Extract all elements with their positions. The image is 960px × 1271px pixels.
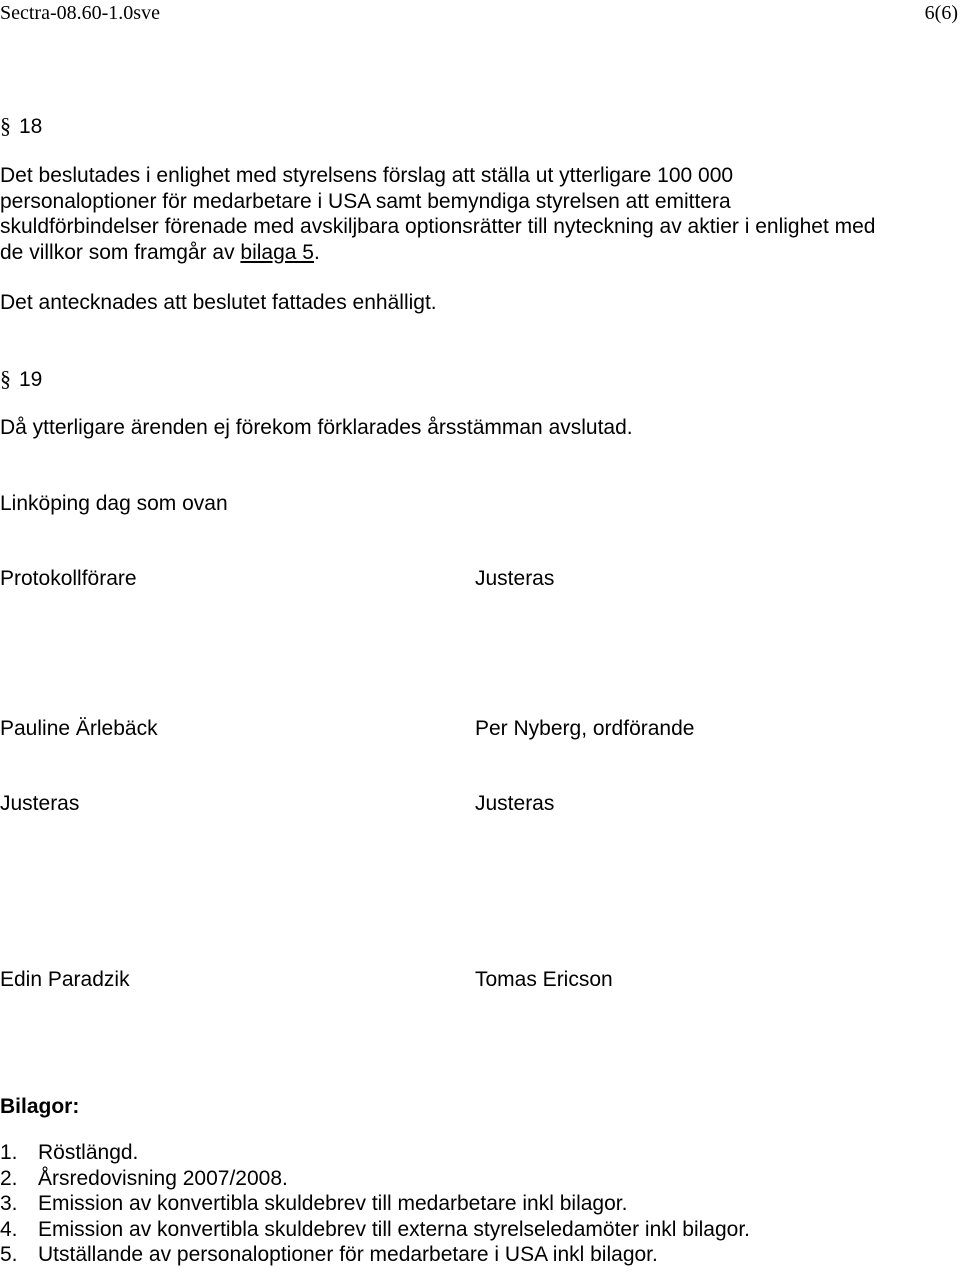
section-18-heading — [0, 113, 42, 140]
page-number: 6(6) — [924, 2, 958, 24]
paragraph-line: personaloptioner för medarbetare i USA samt bemyndiga styrelsen att emittera — [0, 189, 731, 213]
list-item-text: Utställande av personaloptioner för medarbetare i USA inkl bilagor. — [38, 1243, 658, 1266]
list-item-number: 5. — [0, 1243, 18, 1266]
attachment-link[interactable]: bilaga 5 — [240, 240, 314, 264]
list-item-number: 3. — [0, 1192, 18, 1215]
section-symbol: § — [0, 113, 11, 138]
list-item-text: Emission av konvertibla skuldebrev till externa styrelseledamöter inkl bilagor. — [38, 1217, 750, 1241]
list-item-number: 4. — [0, 1217, 18, 1241]
section-18-note: Det antecknades att beslutet fattades enhälligt. — [0, 291, 437, 314]
section-18-paragraph — [0, 163, 875, 265]
section-number: 18 — [19, 115, 43, 138]
section-19-paragraph: Då ytterligare ärenden ej förekom förklarades årsstämman avslutad. — [0, 416, 633, 439]
paragraph-line: Det beslutades i enlighet med styrelsens förslag att ställa ut ytterligare 100 000 — [0, 164, 734, 187]
section-symbol: § — [0, 366, 11, 391]
place-date: Linköping dag som ovan — [0, 492, 228, 515]
attachments-heading: Bilagor: — [0, 1095, 80, 1118]
section-number: 19 — [19, 368, 43, 391]
list-item-text: Röstlängd. — [38, 1141, 139, 1164]
paragraph-text: . — [313, 240, 320, 264]
list-item-number: 1. — [0, 1141, 18, 1164]
section-19-heading — [0, 366, 42, 393]
signature-role-right-1: Justeras — [475, 567, 555, 590]
paragraph-text: de villkor som framgår av — [0, 240, 241, 264]
list-item-number: 2. — [0, 1166, 18, 1190]
signature-name-left-2: Edin Paradzik — [0, 968, 130, 991]
document-id: Sectra-08.60-1.0sve — [0, 2, 160, 24]
paragraph-line — [0, 240, 875, 266]
list-item-text: Årsredovisning 2007/2008. — [38, 1166, 288, 1190]
paragraph-line: skuldförbindelser förenade med avskiljbara optionsrätter till nyteckning av aktier i enlighet med — [0, 215, 876, 238]
signature-name-right-1: Per Nyberg, ordförande — [475, 717, 695, 740]
signature-role-left-1: Protokollförare — [0, 567, 137, 590]
signature-role-left-2: Justeras — [0, 792, 80, 815]
list-item-text: Emission av konvertibla skuldebrev till medarbetare inkl bilagor. — [38, 1192, 628, 1215]
signature-name-left-1: Pauline Ärlebäck — [0, 717, 158, 740]
signature-role-right-2: Justeras — [475, 792, 555, 815]
signature-name-right-2: Tomas Ericson — [475, 968, 613, 991]
